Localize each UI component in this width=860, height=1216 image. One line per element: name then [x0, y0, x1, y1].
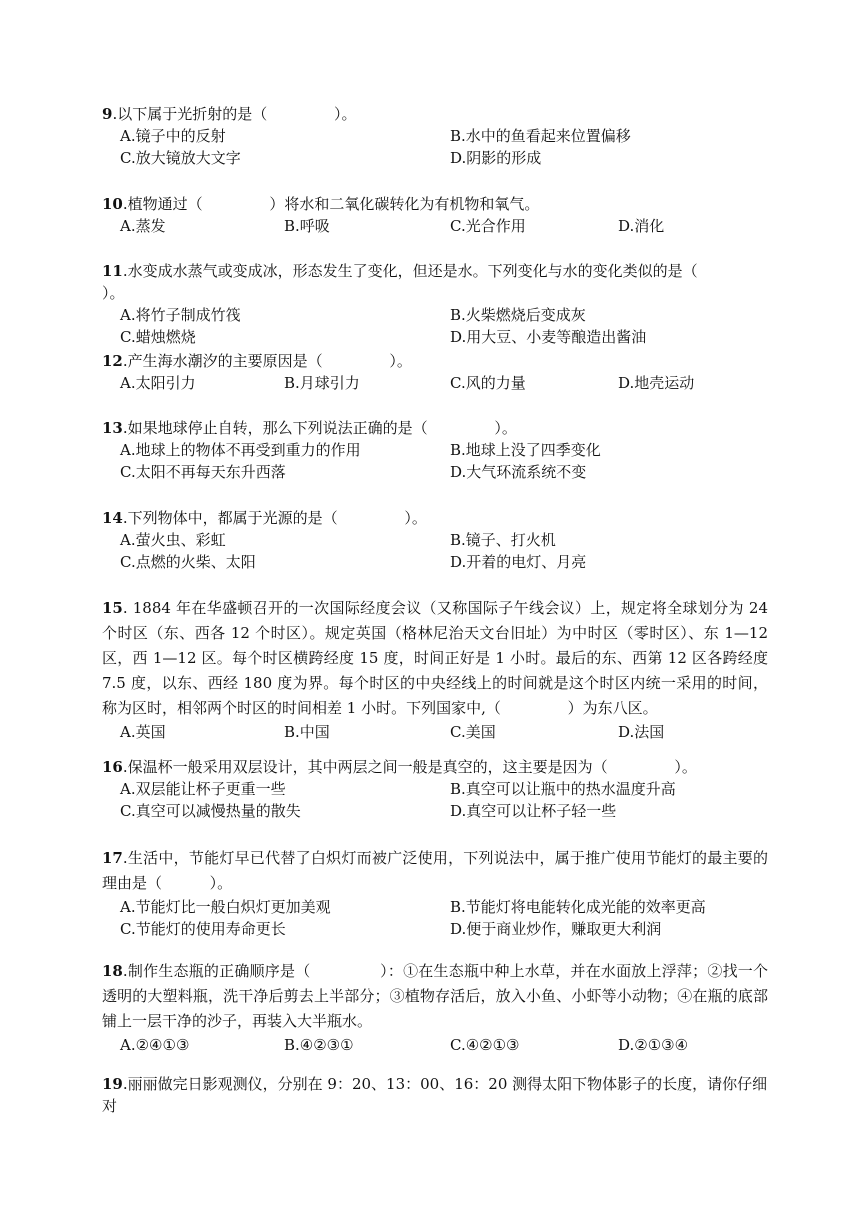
question-text: .以下属于光折射的是（ ）。 — [112, 105, 357, 123]
question-13 — [102, 417, 768, 483]
question-number: 18 — [102, 962, 123, 980]
option-a[interactable]: A.②④①③ — [120, 1036, 190, 1054]
option-b[interactable]: B.月球引力 — [284, 374, 360, 392]
option-c[interactable]: C.点燃的火柴、太阳 — [120, 553, 256, 571]
option-b[interactable]: B.火柴燃烧后变成灰 — [450, 306, 586, 324]
question-stem — [102, 260, 782, 304]
question-11 — [102, 260, 782, 348]
question-text: .水变成水蒸气或变成冰，形态发生了变化，但还是水。下列变化与水的变化类似的是（ ）。 — [102, 262, 765, 302]
question-number: 10 — [102, 195, 123, 213]
question-12 — [102, 350, 768, 394]
question-stem — [102, 193, 768, 215]
option-a[interactable]: A.节能灯比一般白炽灯更加美观 — [120, 898, 331, 916]
question-15 — [102, 596, 773, 743]
option-d[interactable]: D.便于商业炒作，赚取更大利润 — [450, 920, 662, 938]
option-b[interactable]: B.节能灯将电能转化成光能的效率更高 — [450, 898, 706, 916]
question-number: 17 — [102, 849, 123, 867]
option-b[interactable]: B.中国 — [284, 723, 330, 741]
question-16 — [102, 756, 768, 822]
question-18 — [102, 959, 768, 1056]
question-text: . 1884 年在华盛顿召开的一次国际经度会议（又称国际子午线会议）上，规定将全球划分为 24 个时区（东、西各 12 个时区）。规定英国（格林尼治天文台旧址）为中时区（零时区）、东 1—12 区，西 1—12 区。每个时区横跨经度 15 度，时间正好是 1 小时。最后的东、西第 12 区各跨经度 7.5 度，以东、西经 180 度为界。每个时区的中央经线上的时间就是这个时区内统一采用的时间，称为区时，相邻两个时区的时间相差 1 小时。下列国家中,（ ）为东八区。 — [102, 599, 773, 717]
question-10 — [102, 193, 768, 237]
option-d[interactable]: D.消化 — [618, 217, 665, 235]
option-c[interactable]: C.光合作用 — [450, 217, 526, 235]
option-b[interactable]: B.水中的鱼看起来位置偏移 — [450, 127, 631, 145]
option-a[interactable]: A.地球上的物体不再受到重力的作用 — [120, 441, 361, 459]
option-a[interactable]: A.英国 — [120, 723, 166, 741]
option-c[interactable]: C.节能灯的使用寿命更长 — [120, 920, 286, 938]
option-a[interactable]: A.双层能让杯子更重一些 — [120, 780, 286, 798]
option-b[interactable]: B.呼吸 — [284, 217, 330, 235]
question-stem — [102, 846, 768, 896]
question-stem — [102, 103, 768, 125]
question-19 — [102, 1073, 768, 1117]
question-number: 16 — [102, 758, 123, 776]
option-c[interactable]: C.真空可以减慢热量的散失 — [120, 802, 301, 820]
option-a[interactable]: A.镜子中的反射 — [120, 127, 226, 145]
question-text: .如果地球停止自转，那么下列说法正确的是（ ）。 — [122, 419, 517, 437]
question-number: 14 — [102, 509, 123, 527]
option-a[interactable]: A.萤火虫、彩虹 — [120, 531, 226, 549]
option-d[interactable]: D.地壳运动 — [618, 374, 695, 392]
question-stem — [102, 756, 768, 778]
option-c[interactable]: C.蜡烛燃烧 — [120, 328, 196, 346]
option-d[interactable]: D.②①③④ — [618, 1036, 689, 1054]
option-a[interactable]: A.太阳引力 — [120, 374, 196, 392]
question-14 — [102, 507, 768, 573]
option-c[interactable]: C.美国 — [450, 723, 496, 741]
option-b[interactable]: B.地球上没了四季变化 — [450, 441, 601, 459]
question-stem — [102, 959, 768, 1034]
option-d[interactable]: D.大气环流系统不变 — [450, 463, 587, 481]
option-a[interactable]: A.蒸发 — [120, 217, 166, 235]
question-text: .生活中，节能灯早已代替了白炽灯而被广泛使用，下列说法中，属于推广使用节能灯的最主要的理由是（ ）。 — [102, 849, 768, 892]
question-text: .产生海水潮汐的主要原因是（ ）。 — [122, 352, 412, 370]
question-text: .丽丽做完日影观测仪，分别在 9：20、13：00、16：20 测得太阳下物体影子的长度，请你仔细对 — [102, 1075, 768, 1115]
question-text: .下列物体中，都属于光源的是（ ）。 — [122, 509, 427, 527]
question-stem — [102, 417, 768, 439]
question-number: 15 — [102, 599, 123, 617]
question-number: 11 — [102, 262, 123, 280]
option-d[interactable]: D.真空可以让杯子轻一些 — [450, 802, 617, 820]
option-a[interactable]: A.将竹子制成竹筏 — [120, 306, 241, 324]
option-d[interactable]: D.阴影的形成 — [450, 149, 542, 167]
option-c[interactable]: C.风的力量 — [450, 374, 526, 392]
option-b[interactable]: B.镜子、打火机 — [450, 531, 556, 549]
question-text: .保温杯一般采用双层设计，其中两层之间一般是真空的，这主要是因为（ ）。 — [122, 758, 697, 776]
option-b[interactable]: B.④②③① — [284, 1036, 354, 1054]
question-text: .制作生态瓶的正确顺序是（ ）：①在生态瓶中种上水草，并在水面放上浮萍；②找一个透明的大塑料瓶，洗干净后剪去上半部分；③植物存活后，放入小鱼、小虾等小动物；④在瓶的底部铺上一层干净的沙子，再装入大半瓶水。 — [102, 962, 768, 1030]
option-b[interactable]: B.真空可以让瓶中的热水温度升高 — [450, 780, 676, 798]
question-17 — [102, 846, 768, 940]
option-c[interactable]: C.放大镜放大文字 — [120, 149, 241, 167]
question-text: .植物通过（ ）将水和二氧化碳转化为有机物和氧气。 — [122, 195, 540, 213]
option-c[interactable]: C.④②①③ — [450, 1036, 520, 1054]
question-stem — [102, 507, 768, 529]
option-d[interactable]: D.开着的电灯、月亮 — [450, 553, 587, 571]
question-number: 13 — [102, 419, 123, 437]
option-d[interactable]: D.用大豆、小麦等酿造出酱油 — [450, 328, 647, 346]
question-9 — [102, 103, 768, 169]
option-d[interactable]: D.法国 — [618, 723, 665, 741]
question-stem — [102, 596, 773, 721]
question-number: 9 — [102, 105, 113, 123]
question-stem — [102, 1073, 768, 1117]
option-c[interactable]: C.太阳不再每天东升西落 — [120, 463, 286, 481]
question-number: 19 — [102, 1075, 123, 1093]
question-stem — [102, 350, 768, 372]
question-number: 12 — [102, 352, 123, 370]
